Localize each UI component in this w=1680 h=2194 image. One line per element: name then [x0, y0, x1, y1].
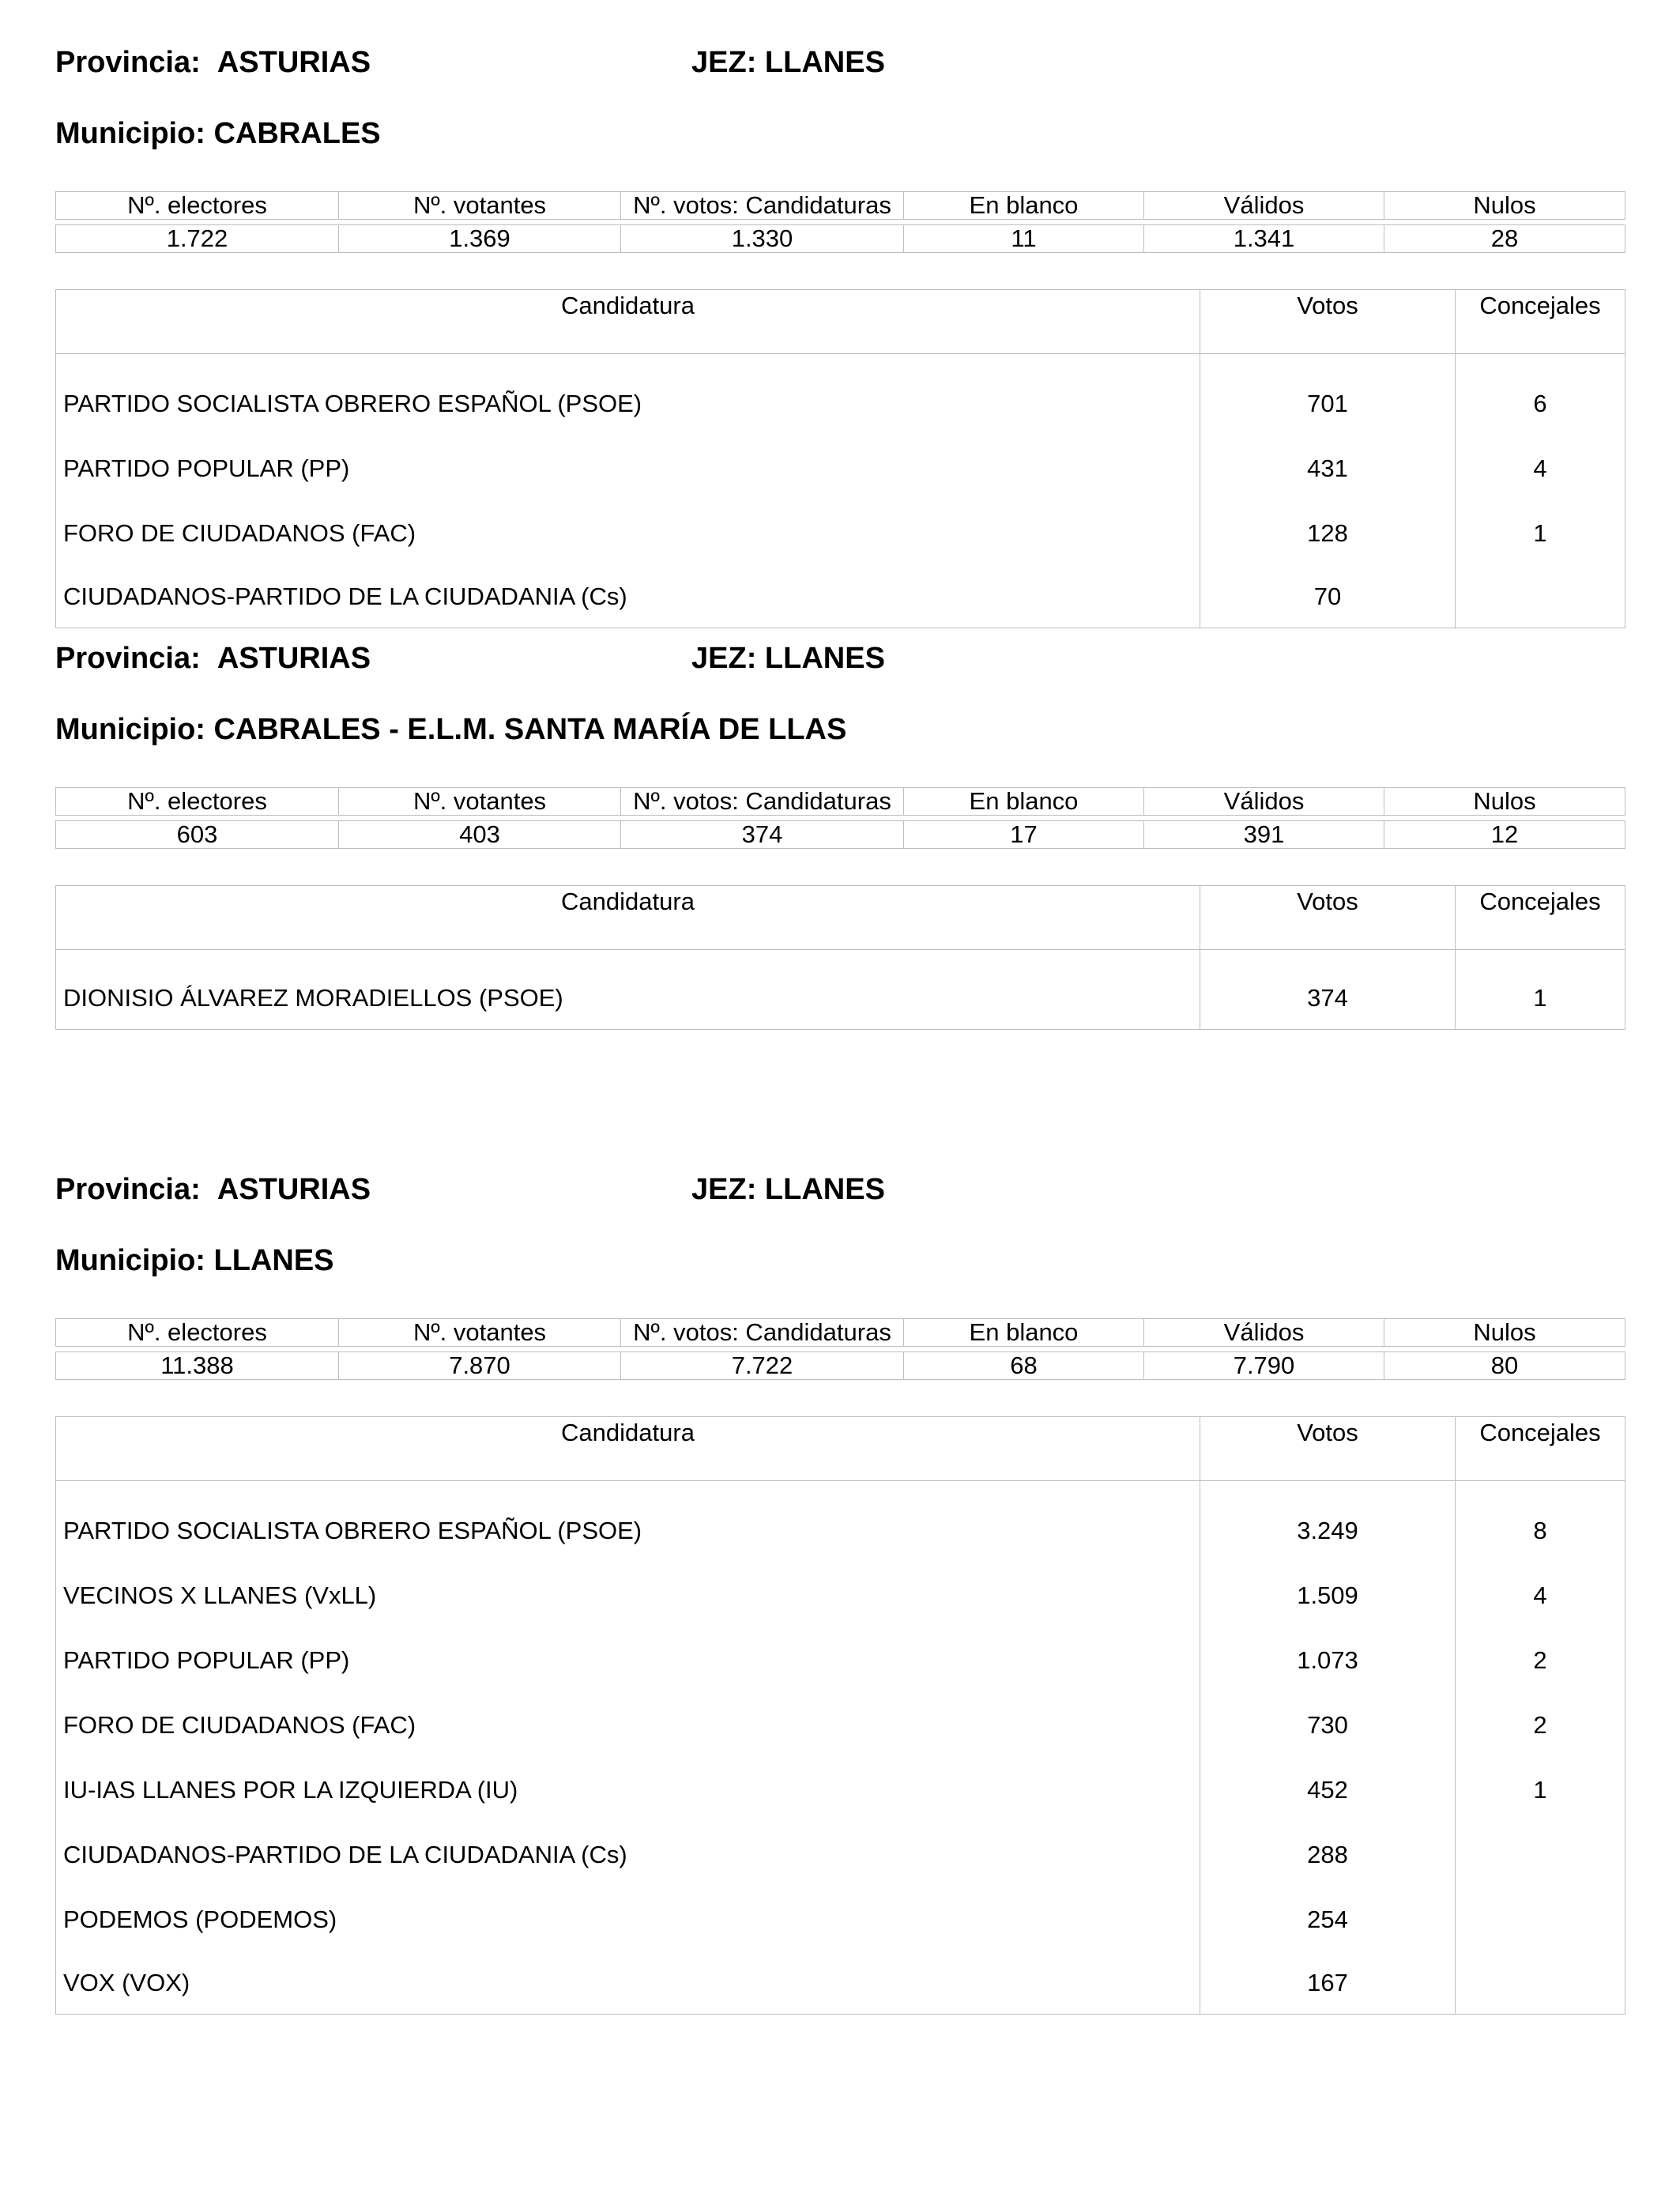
candidates-header-cell: Candidatura — [56, 290, 1200, 354]
candidates-header-row — [56, 886, 1625, 950]
stats-header-cell: Nº. votantes — [339, 192, 621, 220]
provincia-heading — [55, 46, 371, 80]
candidates-header-cell: Votos — [1200, 886, 1456, 950]
candidates-header-cell: Concejales — [1456, 1417, 1625, 1481]
stats-value-cell: 11.388 — [56, 1352, 339, 1380]
provincia-heading — [55, 1173, 371, 1207]
municipio-value: CABRALES - E.L.M. SANTA MARÍA DE LLAS — [213, 713, 847, 746]
header-line — [55, 46, 1625, 93]
candidate-seats — [1456, 566, 1625, 628]
municipio-value: LLANES — [213, 1244, 334, 1277]
stats-header-cell: En blanco — [904, 788, 1144, 816]
candidate-votes: 730 — [1200, 1693, 1456, 1758]
candidates-header-cell: Candidatura — [56, 1417, 1200, 1481]
section-block — [55, 642, 1625, 1030]
jez-value: LLANES — [764, 46, 885, 79]
candidate-name: DIONISIO ÁLVAREZ MORADIELLOS (PSOE) — [56, 950, 1200, 1030]
stats-value-cell: 68 — [904, 1352, 1144, 1380]
candidate-seats: 1 — [1456, 1758, 1625, 1823]
municipio-heading — [55, 117, 1625, 164]
candidate-name: FORO DE CIUDADANOS (FAC) — [56, 1693, 1200, 1758]
candidate-name: CIUDADANOS-PARTIDO DE LA CIUDADANIA (Cs) — [56, 1823, 1200, 1887]
jez-value: LLANES — [764, 642, 885, 675]
candidate-row — [56, 1823, 1625, 1887]
candidate-votes: 288 — [1200, 1823, 1456, 1887]
stats-gap-row — [56, 1347, 1625, 1352]
candidate-votes: 1.073 — [1200, 1628, 1456, 1693]
stats-header-cell: Nº. electores — [56, 192, 339, 220]
stats-value-cell: 7.722 — [621, 1352, 904, 1380]
jez-label: JEZ: — [691, 1173, 757, 1206]
stats-value-cell: 1.369 — [339, 225, 621, 253]
stats-header-cell: Nulos — [1384, 1319, 1625, 1347]
stats-header-row — [56, 192, 1625, 220]
candidate-seats: 2 — [1456, 1628, 1625, 1693]
header-line — [55, 1173, 1625, 1220]
candidates-header-cell: Candidatura — [56, 886, 1200, 950]
stats-value-cell: 391 — [1144, 821, 1384, 849]
candidate-row — [56, 501, 1625, 566]
candidate-name: PODEMOS (PODEMOS) — [56, 1887, 1200, 1952]
stats-value-cell: 1.330 — [621, 225, 904, 253]
stats-header-cell: Nº. electores — [56, 788, 339, 816]
jez-heading — [691, 642, 885, 676]
candidates-header-cell: Votos — [1200, 1417, 1456, 1481]
municipio-value: CABRALES — [213, 117, 381, 150]
candidates-table — [55, 885, 1625, 1030]
stats-header-cell: Válidos — [1144, 1319, 1384, 1347]
candidate-name: IU-IAS LLANES POR LA IZQUIERDA (IU) — [56, 1758, 1200, 1823]
candidate-row — [56, 566, 1625, 628]
candidate-seats: 6 — [1456, 354, 1625, 437]
stats-header-cell: Válidos — [1144, 788, 1384, 816]
candidate-seats: 1 — [1456, 950, 1625, 1030]
candidates-header-cell: Concejales — [1456, 886, 1625, 950]
candidate-votes: 70 — [1200, 566, 1456, 628]
candidate-seats — [1456, 1823, 1625, 1887]
stats-value-cell: 17 — [904, 821, 1144, 849]
candidate-seats: 8 — [1456, 1481, 1625, 1564]
jez-heading — [691, 1173, 885, 1207]
candidate-votes: 431 — [1200, 436, 1456, 501]
stats-gap-row — [56, 220, 1625, 225]
stats-header-cell: Nº. votos: Candidaturas — [621, 788, 904, 816]
candidate-name: PARTIDO SOCIALISTA OBRERO ESPAÑOL (PSOE) — [56, 1481, 1200, 1564]
candidate-row — [56, 1628, 1625, 1693]
candidate-name: PARTIDO POPULAR (PP) — [56, 1628, 1200, 1693]
candidate-row — [56, 436, 1625, 501]
candidate-seats: 1 — [1456, 501, 1625, 566]
stats-header-cell: Nº. votos: Candidaturas — [621, 1319, 904, 1347]
provincia-label: Provincia: — [55, 642, 201, 675]
stats-header-cell: En blanco — [904, 1319, 1144, 1347]
candidate-seats — [1456, 1952, 1625, 2015]
candidate-row — [56, 1481, 1625, 1564]
candidate-seats: 4 — [1456, 436, 1625, 501]
stats-value-cell: 1.341 — [1144, 225, 1384, 253]
candidate-votes: 254 — [1200, 1887, 1456, 1952]
jez-value: LLANES — [764, 1173, 885, 1206]
section-block — [55, 1173, 1625, 2015]
provincia-value: ASTURIAS — [217, 642, 371, 675]
provincia-value: ASTURIAS — [217, 1173, 371, 1206]
stats-header-cell: Válidos — [1144, 192, 1384, 220]
stats-header-cell: Nº. votos: Candidaturas — [621, 192, 904, 220]
jez-label: JEZ: — [691, 46, 757, 79]
municipio-heading — [55, 1244, 1625, 1291]
stats-header-cell: Nulos — [1384, 788, 1625, 816]
provincia-heading — [55, 642, 371, 676]
candidate-name: FORO DE CIUDADANOS (FAC) — [56, 501, 1200, 566]
candidate-seats — [1456, 1887, 1625, 1952]
stats-value-cell: 374 — [621, 821, 904, 849]
stats-header-cell: Nulos — [1384, 192, 1625, 220]
stats-value-cell: 403 — [339, 821, 621, 849]
stats-header-cell: Nº. votantes — [339, 788, 621, 816]
candidate-name: VOX (VOX) — [56, 1952, 1200, 2015]
stats-header-cell: En blanco — [904, 192, 1144, 220]
provincia-value: ASTURIAS — [217, 46, 371, 79]
provincia-label: Provincia: — [55, 46, 201, 79]
stats-header-cell: Nº. votantes — [339, 1319, 621, 1347]
candidate-votes: 3.249 — [1200, 1481, 1456, 1564]
header-line — [55, 642, 1625, 689]
candidate-row — [56, 1952, 1625, 2015]
candidate-seats: 4 — [1456, 1563, 1625, 1628]
stats-header-row — [56, 788, 1625, 816]
candidates-table — [55, 289, 1625, 628]
stats-header-row — [56, 1319, 1625, 1347]
candidate-votes: 128 — [1200, 501, 1456, 566]
jez-heading — [691, 46, 885, 80]
stats-value-cell: 1.722 — [56, 225, 339, 253]
provincia-label: Provincia: — [55, 1173, 201, 1206]
stats-value-cell: 12 — [1384, 821, 1625, 849]
municipio-label: Municipio: — [55, 1244, 205, 1277]
stats-value-row — [56, 821, 1625, 849]
candidate-votes: 452 — [1200, 1758, 1456, 1823]
municipio-label: Municipio: — [55, 117, 205, 150]
stats-value-cell: 7.790 — [1144, 1352, 1384, 1380]
stats-gap-row — [56, 816, 1625, 821]
stats-table — [55, 191, 1625, 253]
candidate-name: PARTIDO SOCIALISTA OBRERO ESPAÑOL (PSOE) — [56, 354, 1200, 437]
candidate-votes: 167 — [1200, 1952, 1456, 2015]
candidate-name: PARTIDO POPULAR (PP) — [56, 436, 1200, 501]
municipio-heading — [55, 713, 1625, 760]
candidates-table — [55, 1416, 1625, 2015]
stats-header-cell: Nº. electores — [56, 1319, 339, 1347]
candidates-header-row — [56, 1417, 1625, 1481]
stats-value-cell: 7.870 — [339, 1352, 621, 1380]
candidate-row — [56, 950, 1625, 1030]
municipio-label: Municipio: — [55, 713, 205, 746]
candidate-votes: 701 — [1200, 354, 1456, 437]
candidate-row — [56, 1563, 1625, 1628]
stats-table — [55, 1318, 1625, 1380]
stats-table — [55, 787, 1625, 849]
stats-value-cell: 28 — [1384, 225, 1625, 253]
jez-label: JEZ: — [691, 642, 757, 675]
candidate-row — [56, 1758, 1625, 1823]
candidate-row — [56, 1887, 1625, 1952]
stats-value-cell: 11 — [904, 225, 1144, 253]
candidate-name: CIUDADANOS-PARTIDO DE LA CIUDADANIA (Cs) — [56, 566, 1200, 628]
stats-value-cell: 80 — [1384, 1352, 1625, 1380]
candidate-votes: 374 — [1200, 950, 1456, 1030]
candidate-votes: 1.509 — [1200, 1563, 1456, 1628]
candidates-header-cell: Votos — [1200, 290, 1456, 354]
candidate-name: VECINOS X LLANES (VxLL) — [56, 1563, 1200, 1628]
stats-value-cell: 603 — [56, 821, 339, 849]
candidate-seats: 2 — [1456, 1693, 1625, 1758]
candidates-header-cell: Concejales — [1456, 290, 1625, 354]
candidate-row — [56, 354, 1625, 437]
section-block — [55, 46, 1625, 628]
stats-value-row — [56, 1352, 1625, 1380]
candidates-header-row — [56, 290, 1625, 354]
candidate-row — [56, 1693, 1625, 1758]
stats-value-row — [56, 225, 1625, 253]
